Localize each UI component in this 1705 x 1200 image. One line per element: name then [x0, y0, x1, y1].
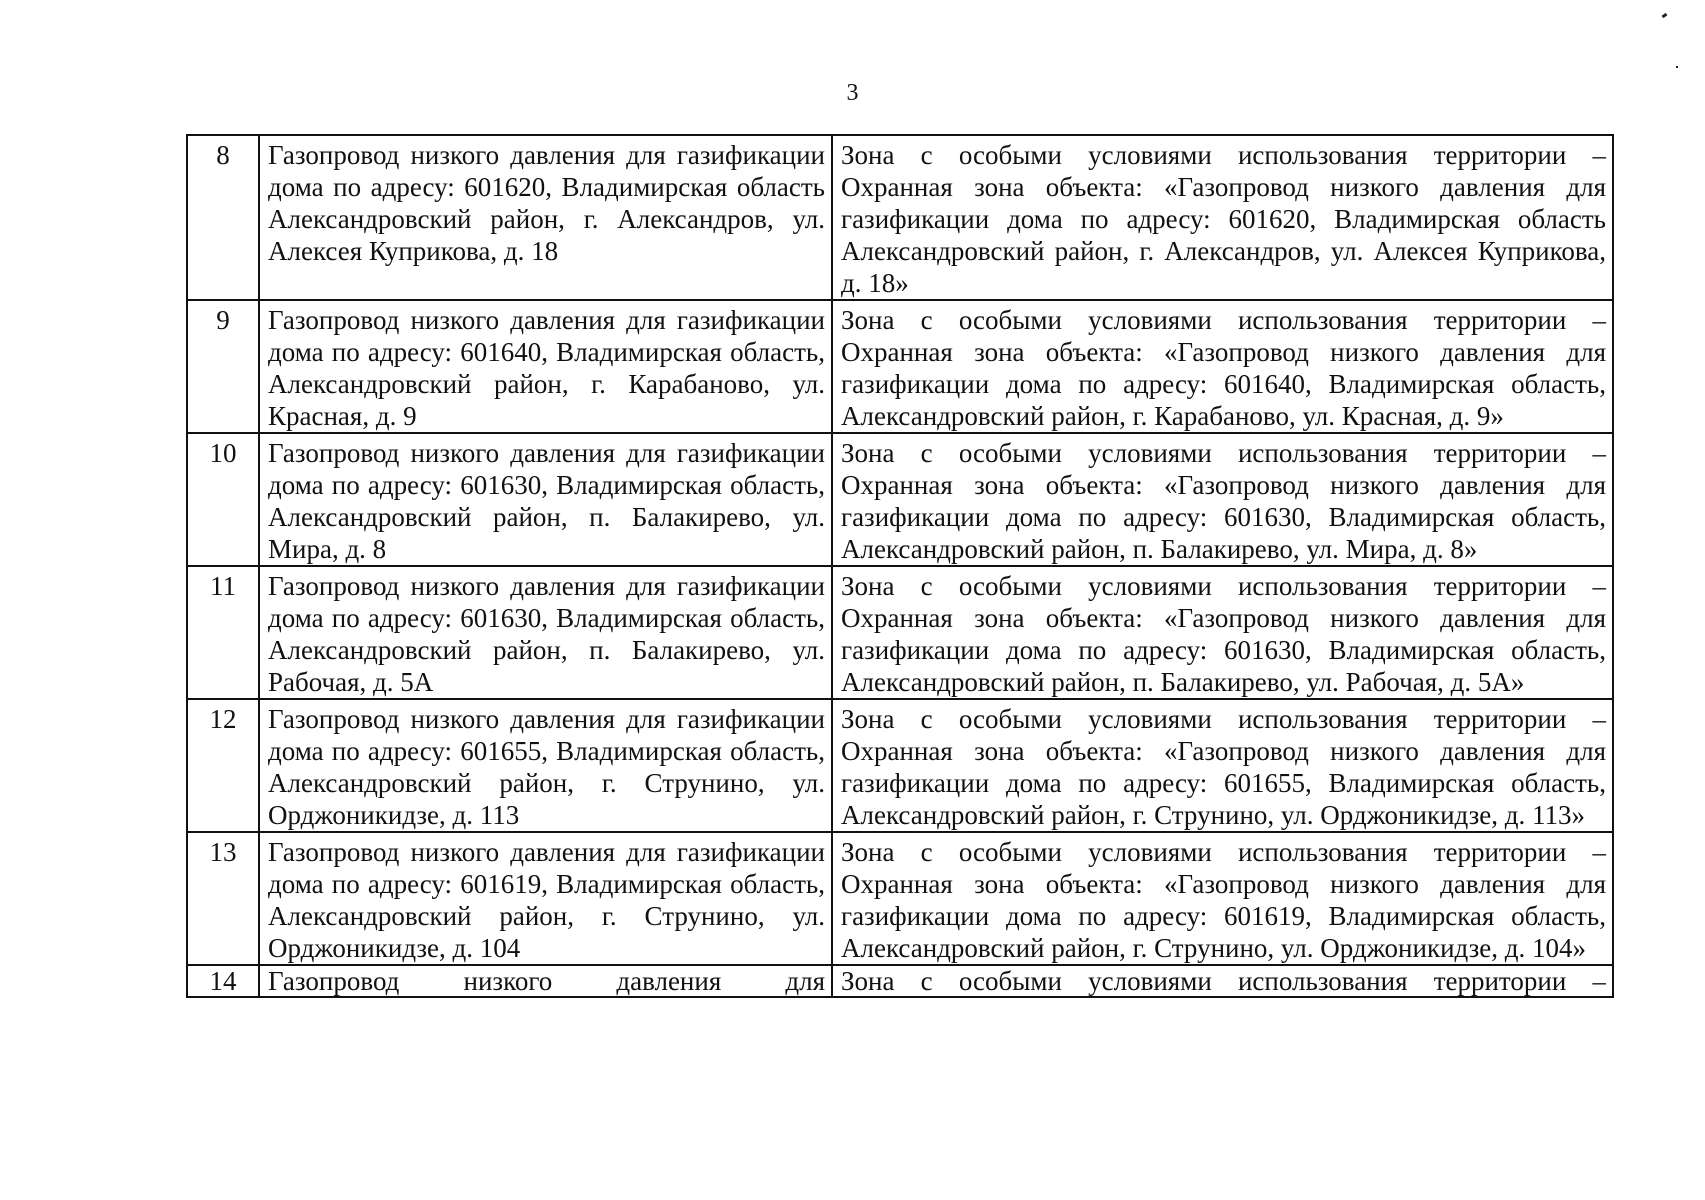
- zone-description: Зона с особыми условиями использования территории – Охранная зона объекта: «Газопровод низкого давления для газификации дома по адресу: 601620, Владимирская область Александровский район, г. Александров, ул. Алексея Куприкова, д. 18»: [832, 135, 1613, 300]
- table-row: [187, 433, 1613, 566]
- scan-speck: [1662, 13, 1668, 18]
- row-number: 10: [187, 433, 259, 566]
- page-number: 3: [846, 80, 859, 106]
- object-description-cell: [259, 965, 832, 997]
- zones-table: [186, 134, 1614, 998]
- row-number: 9: [187, 300, 259, 433]
- object-description: Газопровод низкого давления для газификации дома по адресу: 601655, Владимирская область, Александровский район, г. Струнино, ул. Орджоникидзе, д. 113: [259, 699, 832, 832]
- scan-speck: [1676, 66, 1678, 68]
- table-row: [187, 566, 1613, 699]
- table-row: [187, 832, 1613, 965]
- zone-description: Зона с особыми условиями использования территории – Охранная зона объекта: «Газопровод низкого давления для газификации дома по адресу: 601630, Владимирская область, Александровский район, п. Балакирево, ул. Мира, д. 8»: [832, 433, 1613, 566]
- zone-description: Зона с особыми условиями использования территории – Охранная зона объекта: «Газопровод низкого давления для газификации дома по адресу: 601630, Владимирская область, Александровский район, п. Балакирево, ул. Рабочая, д. 5А»: [832, 566, 1613, 699]
- zone-description: Зона с особыми условиями использования территории – Охранная зона объекта: «Газопровод низкого давления для газификации дома по адресу: 601655, Владимирская область, Александровский район, г. Струнино, ул. Орджоникидзе, д. 113»: [832, 699, 1613, 832]
- zone-description: Зона с особыми условиями использования территории – Охранная зона объекта: «Газопровод низкого давления для газификации дома по адресу: 601619, Владимирская область, Александровский район, г. Струнино, ул. Орджоникидзе, д. 104»: [832, 832, 1613, 965]
- zone-description: Зона с особыми условиями использования территории –: [841, 966, 1606, 996]
- zone-description-cell: [832, 965, 1613, 997]
- object-description: Газопровод низкого давления для газификации дома по адресу: 601620, Владимирская область Александровский район, г. Александров, ул. Алексея Куприкова, д. 18: [259, 135, 832, 300]
- object-description: Газопровод низкого давления для газификации дома по адресу: 601630, Владимирская область, Александровский район, п. Балакирево, ул. Рабочая, д. 5А: [259, 566, 832, 699]
- row-number: 13: [187, 832, 259, 965]
- row-number: 11: [187, 566, 259, 699]
- table-row: [187, 300, 1613, 433]
- object-description: Газопровод низкого давления для: [268, 966, 825, 996]
- zone-description: Зона с особыми условиями использования территории – Охранная зона объекта: «Газопровод низкого давления для газификации дома по адресу: 601640, Владимирская область, Александровский район, г. Карабаново, ул. Красная, д. 9»: [832, 300, 1613, 433]
- object-description: Газопровод низкого давления для газификации дома по адресу: 601640, Владимирская область, Александровский район, г. Карабаново, ул. Красная, д. 9: [259, 300, 832, 433]
- object-description: Газопровод низкого давления для газификации дома по адресу: 601630, Владимирская область, Александровский район, п. Балакирево, ул. Мира, д. 8: [259, 433, 832, 566]
- table-row: [187, 135, 1613, 300]
- row-number: 12: [187, 699, 259, 832]
- row-number-cell: [187, 965, 259, 997]
- table-row: [187, 699, 1613, 832]
- object-description: Газопровод низкого давления для газификации дома по адресу: 601619, Владимирская область, Александровский район, г. Струнино, ул. Орджоникидзе, д. 104: [259, 832, 832, 965]
- row-number: 14: [209, 966, 237, 996]
- row-number: 8: [187, 135, 259, 300]
- table-row: [187, 965, 1613, 997]
